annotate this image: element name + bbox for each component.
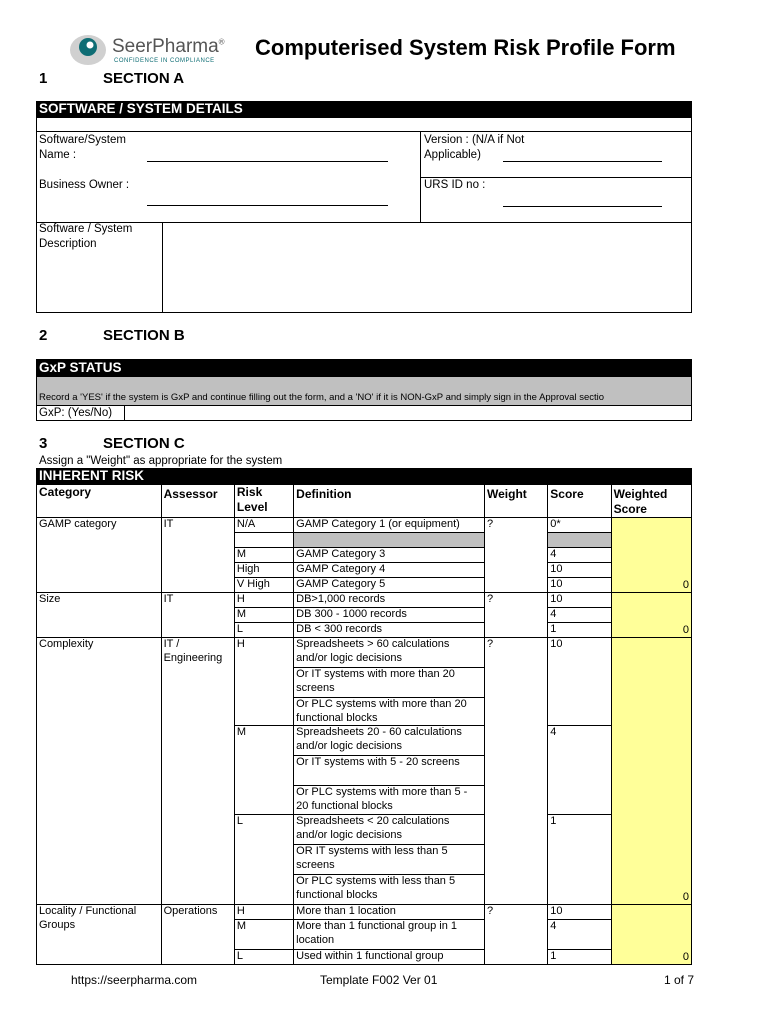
col-definition: Definition: [294, 485, 485, 518]
complexity-assessor: IT / Engineering: [161, 638, 234, 905]
gamp-weighted-score: 0: [611, 518, 691, 593]
gxp-status-header: GxP STATUS: [36, 359, 692, 376]
footer-template: Template F002 Ver 01: [320, 973, 438, 987]
size-weighted-score: 0: [611, 593, 691, 638]
definition-cell: OR IT systems with less than 5 screens: [294, 845, 485, 875]
logo-wordmark: SeerPharma®: [112, 36, 225, 57]
col-category: Category: [37, 485, 162, 518]
risk-cell: L: [234, 623, 293, 638]
weight-note: Assign a "Weight" as appropriate for the system: [39, 455, 283, 467]
risk-cell: L: [234, 950, 293, 965]
gxp-instruction-row: [36, 376, 692, 406]
gxp-divider: [124, 406, 125, 420]
table-row: [37, 518, 692, 533]
risk-cell: [234, 533, 293, 548]
version-field[interactable]: [503, 161, 662, 162]
definition-cell: Spreadsheets > 60 calculations and/or logic decisions: [294, 638, 485, 668]
score-cell: 10: [548, 905, 611, 920]
spacer-row: [36, 117, 692, 132]
size-weight-input[interactable]: ?: [485, 593, 548, 638]
definition-cell: DB 300 - 1000 records: [294, 608, 485, 623]
score-cell: 4: [548, 920, 611, 950]
table-row: [37, 905, 692, 920]
inherent-risk-header: INHERENT RISK: [36, 468, 692, 484]
definition-cell: DB>1,000 records: [294, 593, 485, 608]
col-risk-level: Risk Level: [234, 485, 293, 518]
score-cell: 1: [548, 950, 611, 965]
logo-eye-icon: [68, 30, 108, 70]
footer-url[interactable]: https://seerpharma.com: [71, 973, 198, 987]
risk-cell: M: [234, 548, 293, 563]
definition-cell: GAMP Category 5: [294, 578, 485, 593]
business-owner-field[interactable]: [147, 205, 388, 206]
gxp-instruction: Record a 'YES' if the system is GxP and continue filling out the form, and a 'NO' if it is NON-GxP and simply sign in the Approval sectio: [39, 392, 605, 403]
urs-label: URS ID no :: [424, 179, 486, 191]
score-cell: 10: [548, 593, 611, 608]
system-name-field[interactable]: [147, 161, 388, 162]
score-cell: 4: [548, 726, 611, 815]
score-cell: 10: [548, 578, 611, 593]
locality-weighted-score: 0: [611, 905, 691, 965]
owner-label: Business Owner :: [39, 179, 130, 191]
complexity-category: Complexity: [37, 638, 162, 905]
risk-cell: High: [234, 563, 293, 578]
definition-cell: More than 1 functional group in 1 location: [294, 920, 485, 950]
risk-cell: V High: [234, 578, 293, 593]
version-label: Version : (N/A if Not Applicable): [424, 134, 525, 161]
risk-cell: L: [234, 815, 293, 905]
description-field[interactable]: [162, 222, 692, 313]
section-c-number: 3: [39, 435, 48, 452]
definition-cell: More than 1 location: [294, 905, 485, 920]
definition-cell: GAMP Category 4: [294, 563, 485, 578]
definition-cell: Spreadsheets 20 - 60 calculations and/or logic decisions: [294, 726, 485, 756]
urs-id-field[interactable]: [503, 206, 662, 207]
col-assessor: Assessor: [161, 485, 234, 518]
section-c-title: SECTION C: [103, 435, 185, 452]
risk-cell: H: [234, 905, 293, 920]
col-weighted-score: Weighted Score: [611, 485, 691, 518]
table-row: [37, 593, 692, 608]
score-cell: 4: [548, 548, 611, 563]
inherent-risk-table: [36, 484, 692, 965]
score-cell: 0*: [548, 518, 611, 533]
locality-weight-input[interactable]: ?: [485, 905, 548, 965]
score-cell: 10: [548, 638, 611, 726]
seerpharma-logo: [68, 30, 248, 70]
risk-cell: H: [234, 638, 293, 726]
description-label: Software / System Description: [39, 223, 133, 250]
risk-cell: H: [234, 593, 293, 608]
risk-cell: M: [234, 920, 293, 950]
col-weight: Weight: [485, 485, 548, 518]
software-details-header: SOFTWARE / SYSTEM DETAILS: [36, 101, 692, 117]
definition-cell: GAMP Category 3: [294, 548, 485, 563]
definition-cell: Or PLC systems with less than 5 functional blocks: [294, 875, 485, 905]
section-b-number: 2: [39, 327, 48, 344]
complexity-weight-input[interactable]: ?: [485, 638, 548, 905]
form-title: Computerised System Risk Profile Form: [255, 35, 676, 60]
risk-cell: M: [234, 726, 293, 815]
locality-category: Locality / Functional Groups: [37, 905, 162, 965]
grey-filler-cell: [294, 533, 485, 548]
risk-cell: M: [234, 608, 293, 623]
section-b-title: SECTION B: [103, 327, 185, 344]
definition-cell: DB < 300 records: [294, 623, 485, 638]
definition-cell: Or IT systems with 5 - 20 screens: [294, 756, 485, 786]
score-cell: 10: [548, 563, 611, 578]
table-row: [37, 638, 692, 668]
size-category: Size: [37, 593, 162, 638]
name-label: Software/System Name :: [39, 134, 126, 161]
complexity-weighted-score: 0: [611, 638, 691, 905]
score-cell: 1: [548, 623, 611, 638]
definition-cell: Spreadsheets < 20 calculations and/or logic decisions: [294, 815, 485, 845]
gamp-assessor: IT: [161, 518, 234, 593]
locality-assessor: Operations: [161, 905, 234, 965]
score-cell: 1: [548, 815, 611, 905]
col-score: Score: [548, 485, 611, 518]
definition-cell: Or PLC systems with more than 5 - 20 functional blocks: [294, 786, 485, 815]
logo-tagline: CONFIDENCE IN COMPLIANCE: [114, 58, 215, 64]
definition-cell: Or PLC systems with more than 20 functional blocks: [294, 698, 485, 726]
definition-cell: Used within 1 functional group: [294, 950, 485, 965]
gxp-row: [36, 405, 692, 421]
table-header-row: [37, 485, 692, 518]
gamp-weight-input[interactable]: ?: [485, 518, 548, 593]
section-a-title: SECTION A: [103, 70, 185, 87]
score-cell: 4: [548, 608, 611, 623]
definition-cell: Or IT systems with more than 20 screens: [294, 668, 485, 698]
footer-page-number: 1 of 7: [664, 973, 695, 987]
gxp-label: GxP: (Yes/No): [39, 407, 113, 419]
definition-cell: GAMP Category 1 (or equipment): [294, 518, 485, 533]
size-assessor: IT: [161, 593, 234, 638]
section-a-number: 1: [39, 70, 48, 87]
gamp-category: GAMP category: [37, 518, 162, 593]
risk-cell: N/A: [234, 518, 293, 533]
grey-filler-cell: [548, 533, 611, 548]
